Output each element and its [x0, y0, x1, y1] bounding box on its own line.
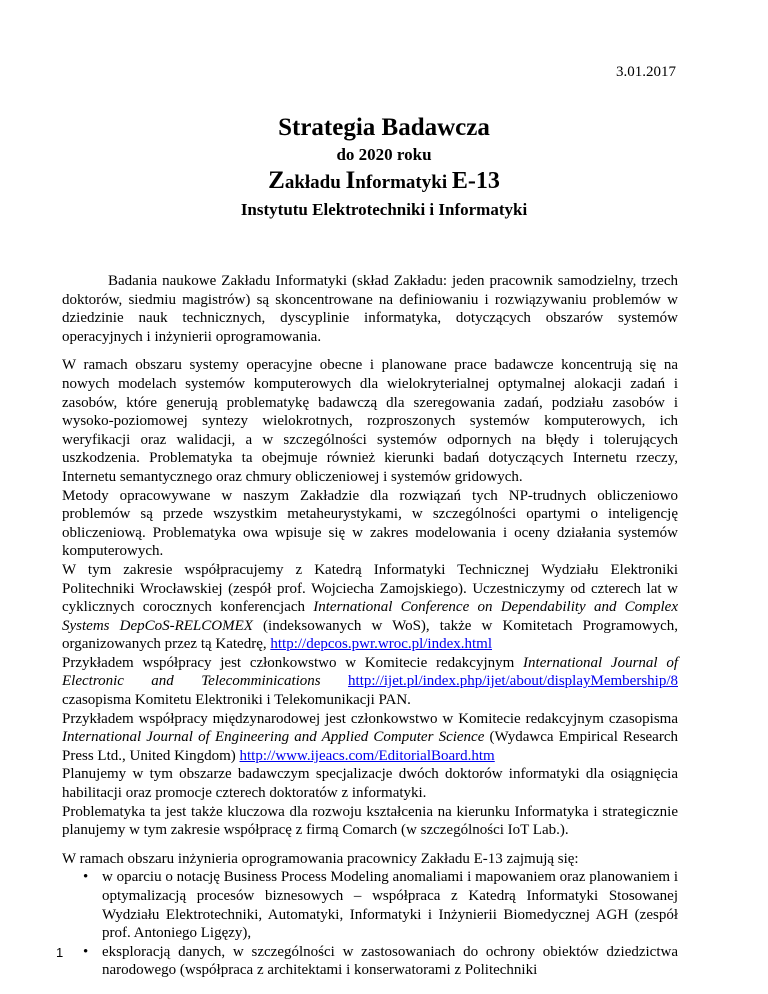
paragraph-plans: Planujemy w tym obszarze badawczym specjalizacje dwóch doktorów informatyki dla osiągnięcia habilitacji oraz promocje czterech doktoratów z informatyki. [62, 766, 678, 802]
paragraph-operating-systems: W ramach obszaru systemy operacyjne obecne i planowane prace badawcze koncentrują się na nowych modelach systemów komputerowych dla wielokryterialnej optymalnej alokacji zadań i zasobów, które generują problematykę badawczą dla szeregowania zadań, podziału zasobów i wysoko-poziomowej syntezy wielokrotnych, rozproszonych systemów komputerowych, ich weryfikacji oraz walidacji, a w szczególności systemów odpornych na błędy i tolerujących uszkodzenia. Problematyka ta obejmuje również kierunki badań dotyczących Internetu rzeczy, Internetu semantycznego oraz chmury obliczeniowej i systemów gridowych. [62, 357, 678, 485]
document-title: Strategia Badawcza [278, 114, 490, 141]
paragraph-methods: Metody opracowywane w naszym Zakładzie dla rozwiązań tych NP-trudnych obliczeniowo problemów są przede wszystkim metaheurystykami, w szczególności opartymi o inteligencję obliczeniową. Problematyka owa wpisuje się w zakres modelowania i oceny działania systemów komputerowych. [62, 487, 678, 560]
page-number: 1 [56, 945, 64, 960]
paragraph-software-engineering: W ramach obszaru inżynieria oprogramowania pracownicy Zakładu E-13 zajmują się: [62, 850, 579, 867]
title-block [0, 112, 768, 222]
list-item: • w oparciu o notację Business Process Modeling anomaliami i mapowaniem oraz planowaniem i optymalizacją procesów biznesowych – współpraca z Katedrą Informatyki Stosowanej Wydziału Elektrotechniki, Automatyki, Informatyki i Inżynierii Biomedycznej AGH (zespół prof. Antoniego Ligęzy), [102, 868, 678, 942]
institute-name: Instytutu Elektrotechniki i Informatyki [240, 200, 528, 219]
ijet-link[interactable]: http://ijet.pl/index.php/ijet/about/displayMembership/8 [348, 673, 678, 690]
document-date: 3.01.2017 [616, 64, 676, 80]
list-item: • eksploracją danych, w szczególności w zastosowaniach do ochrony obiektów dziedzictwa narodowego (współpraca z architektami i konserwatorami z Politechniki [102, 943, 678, 980]
document-subtitle: do 2020 roku [336, 145, 432, 164]
research-list [62, 868, 678, 980]
paragraph-comarch: Problematyka ta jest także kluczowa dla rozwoju kształcenia na kierunku Informatyka i strategicznie planujemy w tym zakresie współpracę z firmą Comarch (w szczególności IoT Lab.). [62, 803, 678, 839]
document-body [62, 272, 678, 980]
department-name: Zakładu Informatyki E-13 [268, 167, 500, 194]
depcos-link[interactable]: http://depcos.pwr.wroc.pl/index.html [270, 636, 493, 653]
paragraph-cooperation-pwr: W tym zakresie współpracujemy z Katedrą Informatyki Technicznej Wydziału Elektroniki Politechniki Wrocławskiej (zespół prof. Wojciecha Zamojskiego). Uczestniczymy od czterech lat w cyklicznych corocznych konferencjach International Conference on Dependability and Complex Systems DepCoS-RELCOMEX (indeksowanych w WoS), także w Komitetach Programowych, organizowanych przez tą Katedrę, http://depcos.pwr.wroc.pl/index.html [62, 561, 678, 653]
paragraph-ijet: Przykładem współpracy jest członkowstwo w Komitecie redakcyjnym International Journal of Electronic and Telecomminications http://ijet.pl/index.php/ijet/about/displayMembership/8 czasopisma Komitetu Elektroniki i Telekomunikacji PAN. [62, 654, 678, 709]
ijeacs-link[interactable]: http://www.ijeacs.com/EditorialBoard.htm [239, 747, 495, 764]
paragraph-ijeacs: Przykładem współpracy międzynarodowej jest członkowstwo w Komitecie redakcyjnym czasopisma International Journal of Engineering and Applied Computer Science (Wydawca Empirical Research Press Ltd., United Kingdom) http://www.ijeacs.com/EditorialBoard.htm [62, 710, 678, 764]
intro-paragraph: Badania naukowe Zakładu Informatyki (skład Zakładu: jeden pracownik samodzielny, trzech doktorów, siedmiu magistrów) są skoncentrowane na definiowaniu i rozwiązywaniu problemów w dziedzinie nauk technicznych, dyscyplinie informatyka, dotyczących obszarów systemów operacyjnych i inżynierii oprogramowania. [62, 273, 678, 345]
